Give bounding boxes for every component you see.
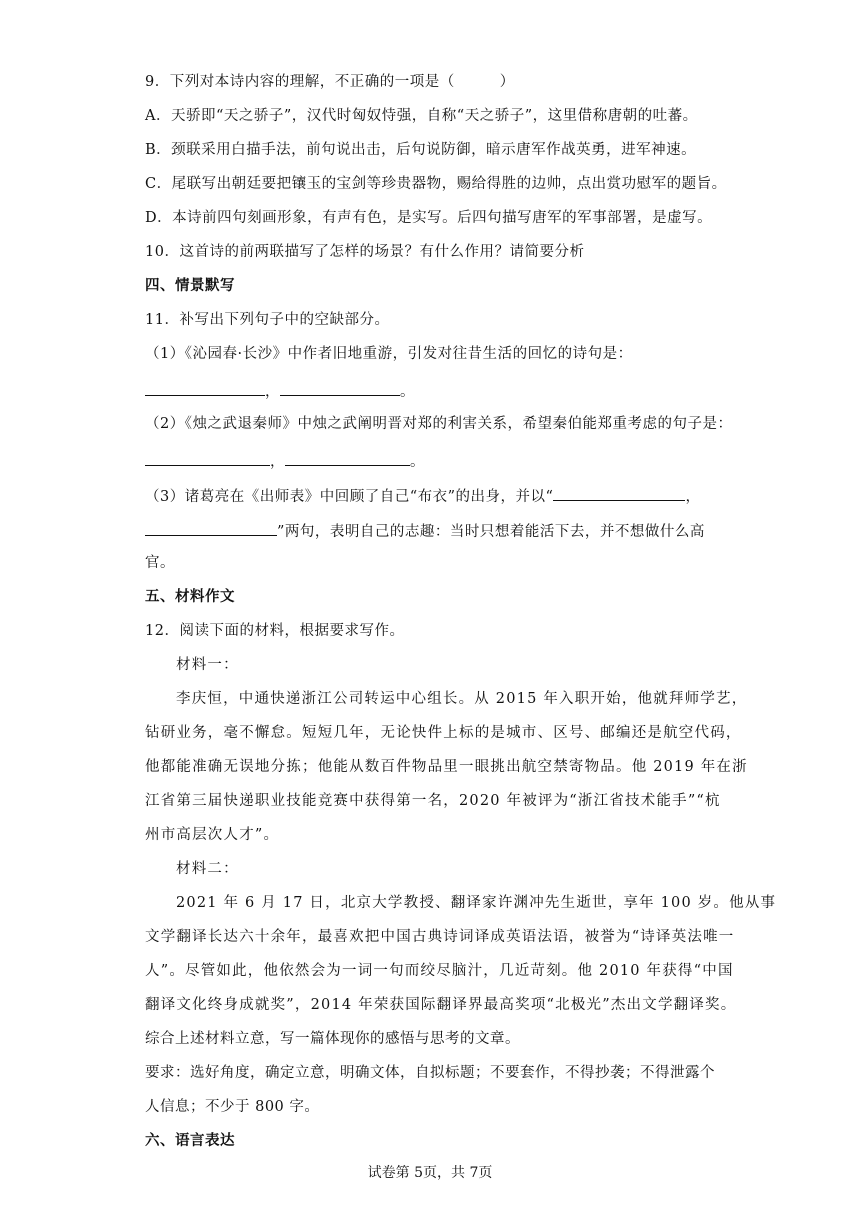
question-9-option-c: C．尾联写出朝廷要把镶玉的宝剑等珍贵器物，赐给得胜的边帅，点出赏功慰军的题旨。 (145, 176, 727, 192)
question-11-part-1: （1）《沁园春·长沙》中作者旧地重游，引发对往昔生活的回忆的诗句是： (145, 346, 633, 362)
answer-blank[interactable] (280, 379, 400, 396)
question-11-part-3-line-3: 官。 (145, 555, 175, 571)
material-1-line: 李庆恒，中通快递浙江公司转运中心组长。从 2015 年入职开始，他就拜师学艺， (176, 691, 748, 707)
material-2-line: 翻译文化终身成就奖”，2014 年荣获国际翻译界最高奖项“北极光”杰出文学翻译奖。 (145, 997, 737, 1013)
material-2-title: 材料二： (176, 861, 239, 877)
question-text: （3）诸葛亮在《出师表》中回顾了自己“布衣”的出身，并以“ (145, 489, 554, 505)
question-11-part-3-line-1 (145, 484, 725, 507)
writing-requirements-line-1: 要求：选好角度，确定立意，明确文体，自拟标题；不要套作，不得抄袭；不得泄露个 (145, 1065, 715, 1081)
writing-prompt: 综合上述材料立意，写一篇体现你的感悟与思考的文章。 (145, 1031, 520, 1047)
blank-separator: ， (270, 454, 285, 470)
question-9-option-d: D．本诗前四句刻画形象，有声有色，是实写。后四句描写唐军的军事部署，是虚写。 (145, 210, 713, 226)
blank-separator: ， (685, 489, 701, 505)
question-text: ”两句，表明自己的志趣：当时只想着能活下去，并不想做什么高 (277, 524, 705, 540)
material-1-line: 他都能准确无误地分拣；他能从数百件物品里一眼挑出航空禁寄物品。他 2019 年在浙 (145, 759, 748, 775)
material-2-line: 文学翻译长达六十余年，最喜欢把中国古典诗词译成英语法语，被誉为“诗译英法唯一 (145, 929, 735, 945)
answer-blank[interactable] (285, 449, 410, 466)
answer-blank[interactable] (145, 449, 270, 466)
question-10: 10．这首诗的前两联描写了怎样的场景？有什么作用？请简要分析 (145, 244, 585, 260)
answer-blank[interactable] (553, 484, 685, 501)
page-footer: 试卷第 5页，共 7页 (367, 1165, 493, 1181)
material-2-line: 人”。尽管如此，他依然会为一词一句而绞尽脑汁，几近苛刻。他 2010 年获得“中国 (145, 963, 734, 979)
material-2-line: 2021 年 6 月 17 日，北京大学教授、翻译家许渊冲先生逝世，享年 100 岁。他从事 (176, 895, 777, 911)
blank-end: 。 (400, 384, 415, 400)
answer-blank[interactable] (145, 519, 277, 536)
blank-end: 。 (410, 454, 425, 470)
material-1-line: 钻研业务，毫不懈怠。短短几年，无论快件上标的是城市、区号、邮编还是航空代码， (145, 725, 742, 741)
material-1-line: 江省第三届快递职业技能竞赛中获得第一名，2020 年被评为“浙江省技术能手”“杭 (145, 793, 721, 809)
material-1-line: 州市高层次人才”。 (145, 827, 280, 843)
blank-separator: ， (265, 384, 280, 400)
question-9-option-b: B．颈联采用白描手法，前句说出击，后句说防御，暗示唐军作战英勇，进军神速。 (145, 142, 697, 158)
question-9-option-a: A．天骄即“天之骄子”，汉代时匈奴恃强，自称“天之骄子”，这里借称唐朝的吐蕃。 (145, 108, 698, 124)
question-11-part-3-line-2 (145, 519, 725, 542)
section-heading-5: 五、材料作文 (145, 589, 235, 605)
question-11-part-2: （2）《烛之武退秦师》中烛之武阐明晋对郑的利害关系，希望秦伯能郑重考虑的句子是： (145, 416, 733, 432)
answer-blank[interactable] (145, 379, 265, 396)
question-11: 11．补写出下列句子中的空缺部分。 (145, 312, 390, 328)
material-1-title: 材料一： (176, 657, 239, 673)
question-11-part-2-blanks (145, 449, 725, 472)
section-heading-4: 四、情景默写 (145, 278, 235, 294)
section-heading-6: 六、语言表达 (145, 1133, 235, 1149)
question-12: 12．阅读下面的材料，根据要求写作。 (145, 623, 405, 639)
writing-requirements-line-2: 人信息；不少于 800 字。 (145, 1099, 320, 1115)
question-9: 9．下列对本诗内容的理解，不正确的一项是（ ） (145, 74, 515, 90)
question-11-part-1-blanks (145, 379, 725, 402)
